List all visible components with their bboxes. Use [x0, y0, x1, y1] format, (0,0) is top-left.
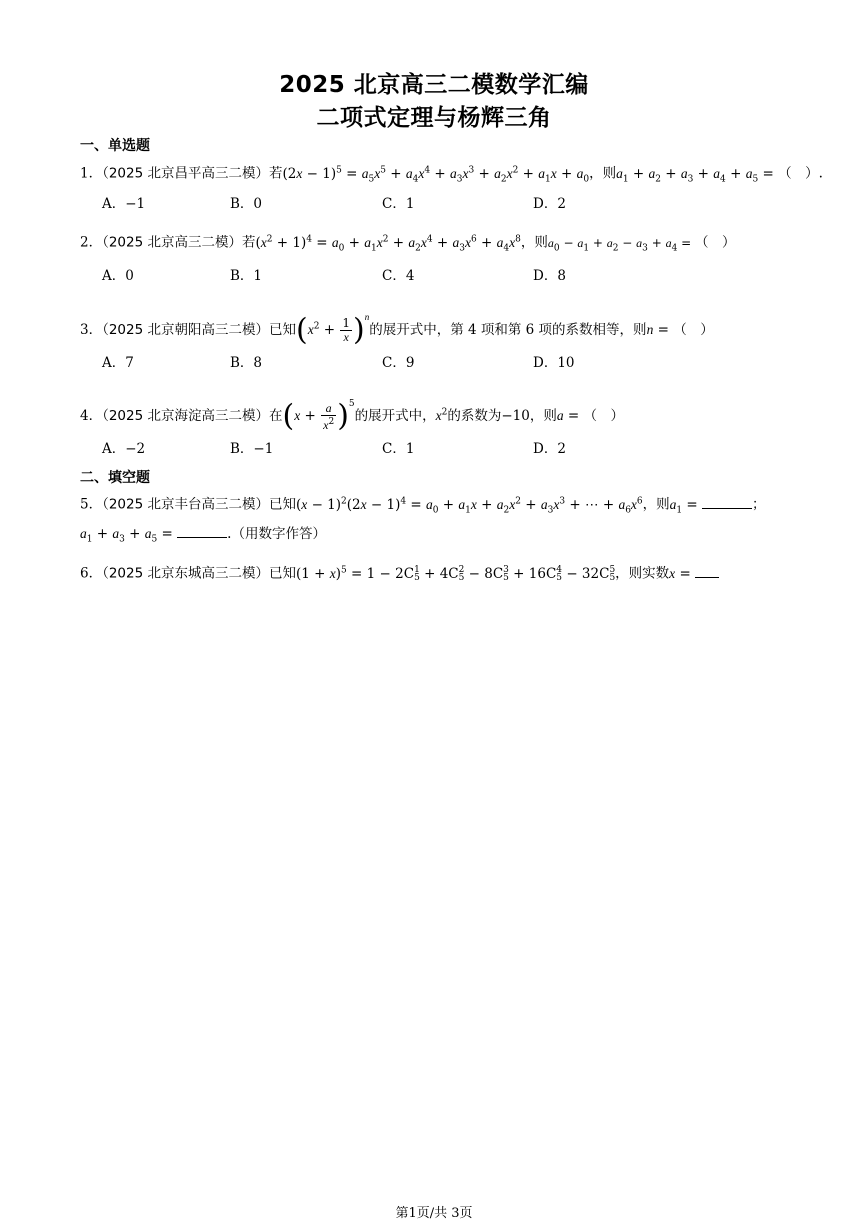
option-b: B．1 — [230, 268, 263, 284]
math-expression: (x + $\frac{a}{x^2}$ )$^5$ — [282, 398, 355, 434]
question-source: （2025 北京昌平高三二模） — [102, 165, 269, 182]
option-c: C．9 — [382, 355, 415, 371]
question-1: 1．（2025 北京昌平高三二模）若$(2x - 1)^5 = a_5x^5 + a_4x^4 + a_3x^3 + a_2x^2 + a_1x + a_0$，则$a_1 + a_2 + a_3 + a_4 + a_5$ = （ ）. — [80, 165, 823, 185]
question-4: 4．（2025 北京海淀高三二模）在(x + $\frac{a}{x^2}$ )$^5$的展开式中，$x^2$的系数为−10，则a = （ ） — [80, 398, 625, 434]
option-c: C．1 — [382, 196, 415, 212]
question-source: （2025 北京丰台高三二模） — [102, 496, 269, 513]
option-b: B．0 — [230, 196, 263, 212]
question-number: 3． — [80, 322, 103, 338]
math-expression: n = — [646, 322, 674, 338]
question-5-line2: $a_1 + a_3 + a_5$ = .（用数字作答） — [80, 523, 808, 550]
math-expression: x = — [669, 565, 696, 582]
math-expression: $(1 + x)^5 = 1 - 2C$ 1 5 + 4C 2 5 − 8C 3 5 + 16C 4 5 − 32C 5 5 — [296, 565, 616, 583]
math-expression: $(x - 1)^2(2x - 1)^4 = a_0 + a_1x + a_2x^2 + a_3x^3$ + ⋯ + $a_6x^6$ — [296, 496, 643, 516]
option-a: A．7 — [102, 355, 134, 371]
option-a: A．0 — [102, 268, 134, 284]
question-3: 3．（2025 北京朝阳高三二模）已知($x^2$ + $\frac{1}{x}$ )$^n$的展开式中，第 4 项和第 6 项的系数相等，则n = （ ） — [80, 312, 714, 348]
question-6: 6．（2025 北京东城高三二模）已知$(1 + x)^5 = 1 - 2C$ 1 5 + 4C 2 5 − 8C 3 5 + 16C 4 5 − 32C 5 5 ，则实数x = — [80, 560, 808, 584]
question-5: 5．（2025 北京丰台高三二模）已知$(x - 1)^2(2x - 1)^4 = a_0 + a_1x + a_2x^2 + a_3x^3$ + ⋯ + $a_6x^6$，则$a_1$ = ； — [80, 491, 808, 520]
math-expression: $a_1$ = — [669, 496, 703, 516]
question-number: 5． — [80, 496, 103, 513]
section-heading-single-choice: 一、单选题 — [80, 138, 150, 154]
document-title-line1: 2025 北京高三二模数学汇编 — [279, 72, 589, 98]
answer-blank[interactable] — [695, 563, 719, 578]
option-d: D．2 — [533, 196, 566, 212]
option-b: B．−1 — [230, 441, 274, 457]
option-d: D．2 — [533, 441, 566, 457]
question-source: （2025 北京高三二模） — [102, 234, 242, 251]
option-c: C．4 — [382, 268, 415, 284]
question-source: （2025 北京海淀高三二模） — [102, 408, 269, 424]
question-number: 4． — [80, 408, 103, 424]
question-number: 6． — [80, 565, 103, 582]
math-expression: $a_1 + a_2 + a_3 + a_4 + a_5$ = — [616, 165, 779, 185]
math-expression: $(x^2 + 1)^4 = a_0 + a_1x^2 + a_2x^4 + a_3x^6 + a_4x^8$ — [255, 234, 521, 254]
question-source: （2025 北京朝阳高三二模） — [102, 322, 269, 338]
question-source: （2025 北京东城高三二模） — [102, 565, 269, 582]
document-title-line2: 二项式定理与杨辉三角 — [316, 105, 552, 131]
option-a: A．−2 — [102, 441, 146, 457]
option-d: D．10 — [533, 355, 575, 371]
math-expression: $x^2$ — [435, 407, 448, 423]
answer-blank[interactable] — [702, 494, 752, 509]
answer-blank[interactable] — [177, 523, 227, 538]
option-b: B．8 — [230, 355, 263, 371]
option-d: D．8 — [533, 268, 566, 284]
question-number: 1． — [80, 165, 103, 182]
math-expression: $a_0 - a_1 + a_2 - a_3 + a_4$ = — [547, 235, 695, 253]
math-expression: $a_1 + a_3 + a_5$ = — [80, 526, 178, 545]
math-expression: ($x^2$ + $\frac{1}{x}$ )$^n$ — [296, 312, 370, 348]
page-footer: 第1页/共 3页 — [395, 1206, 473, 1221]
math-expression: $(2x - 1)^5 = a_5x^5 + a_4x^4 + a_3x^3 + a_2x^2 + a_1x + a_0$ — [282, 165, 590, 185]
question-number: 2． — [80, 234, 103, 251]
option-c: C．1 — [382, 441, 415, 457]
question-2: 2．（2025 北京高三二模）若$(x^2 + 1)^4 = a_0 + a_1x^2 + a_2x^4 + a_3x^6 + a_4x^8$，则$a_0 - a_1 + a_2 - a_3 + a_4$ = （ ） — [80, 234, 736, 254]
math-expression: a = — [556, 408, 584, 424]
option-a: A．−1 — [102, 196, 146, 212]
section-heading-fill-blank: 二、填空题 — [80, 470, 150, 486]
